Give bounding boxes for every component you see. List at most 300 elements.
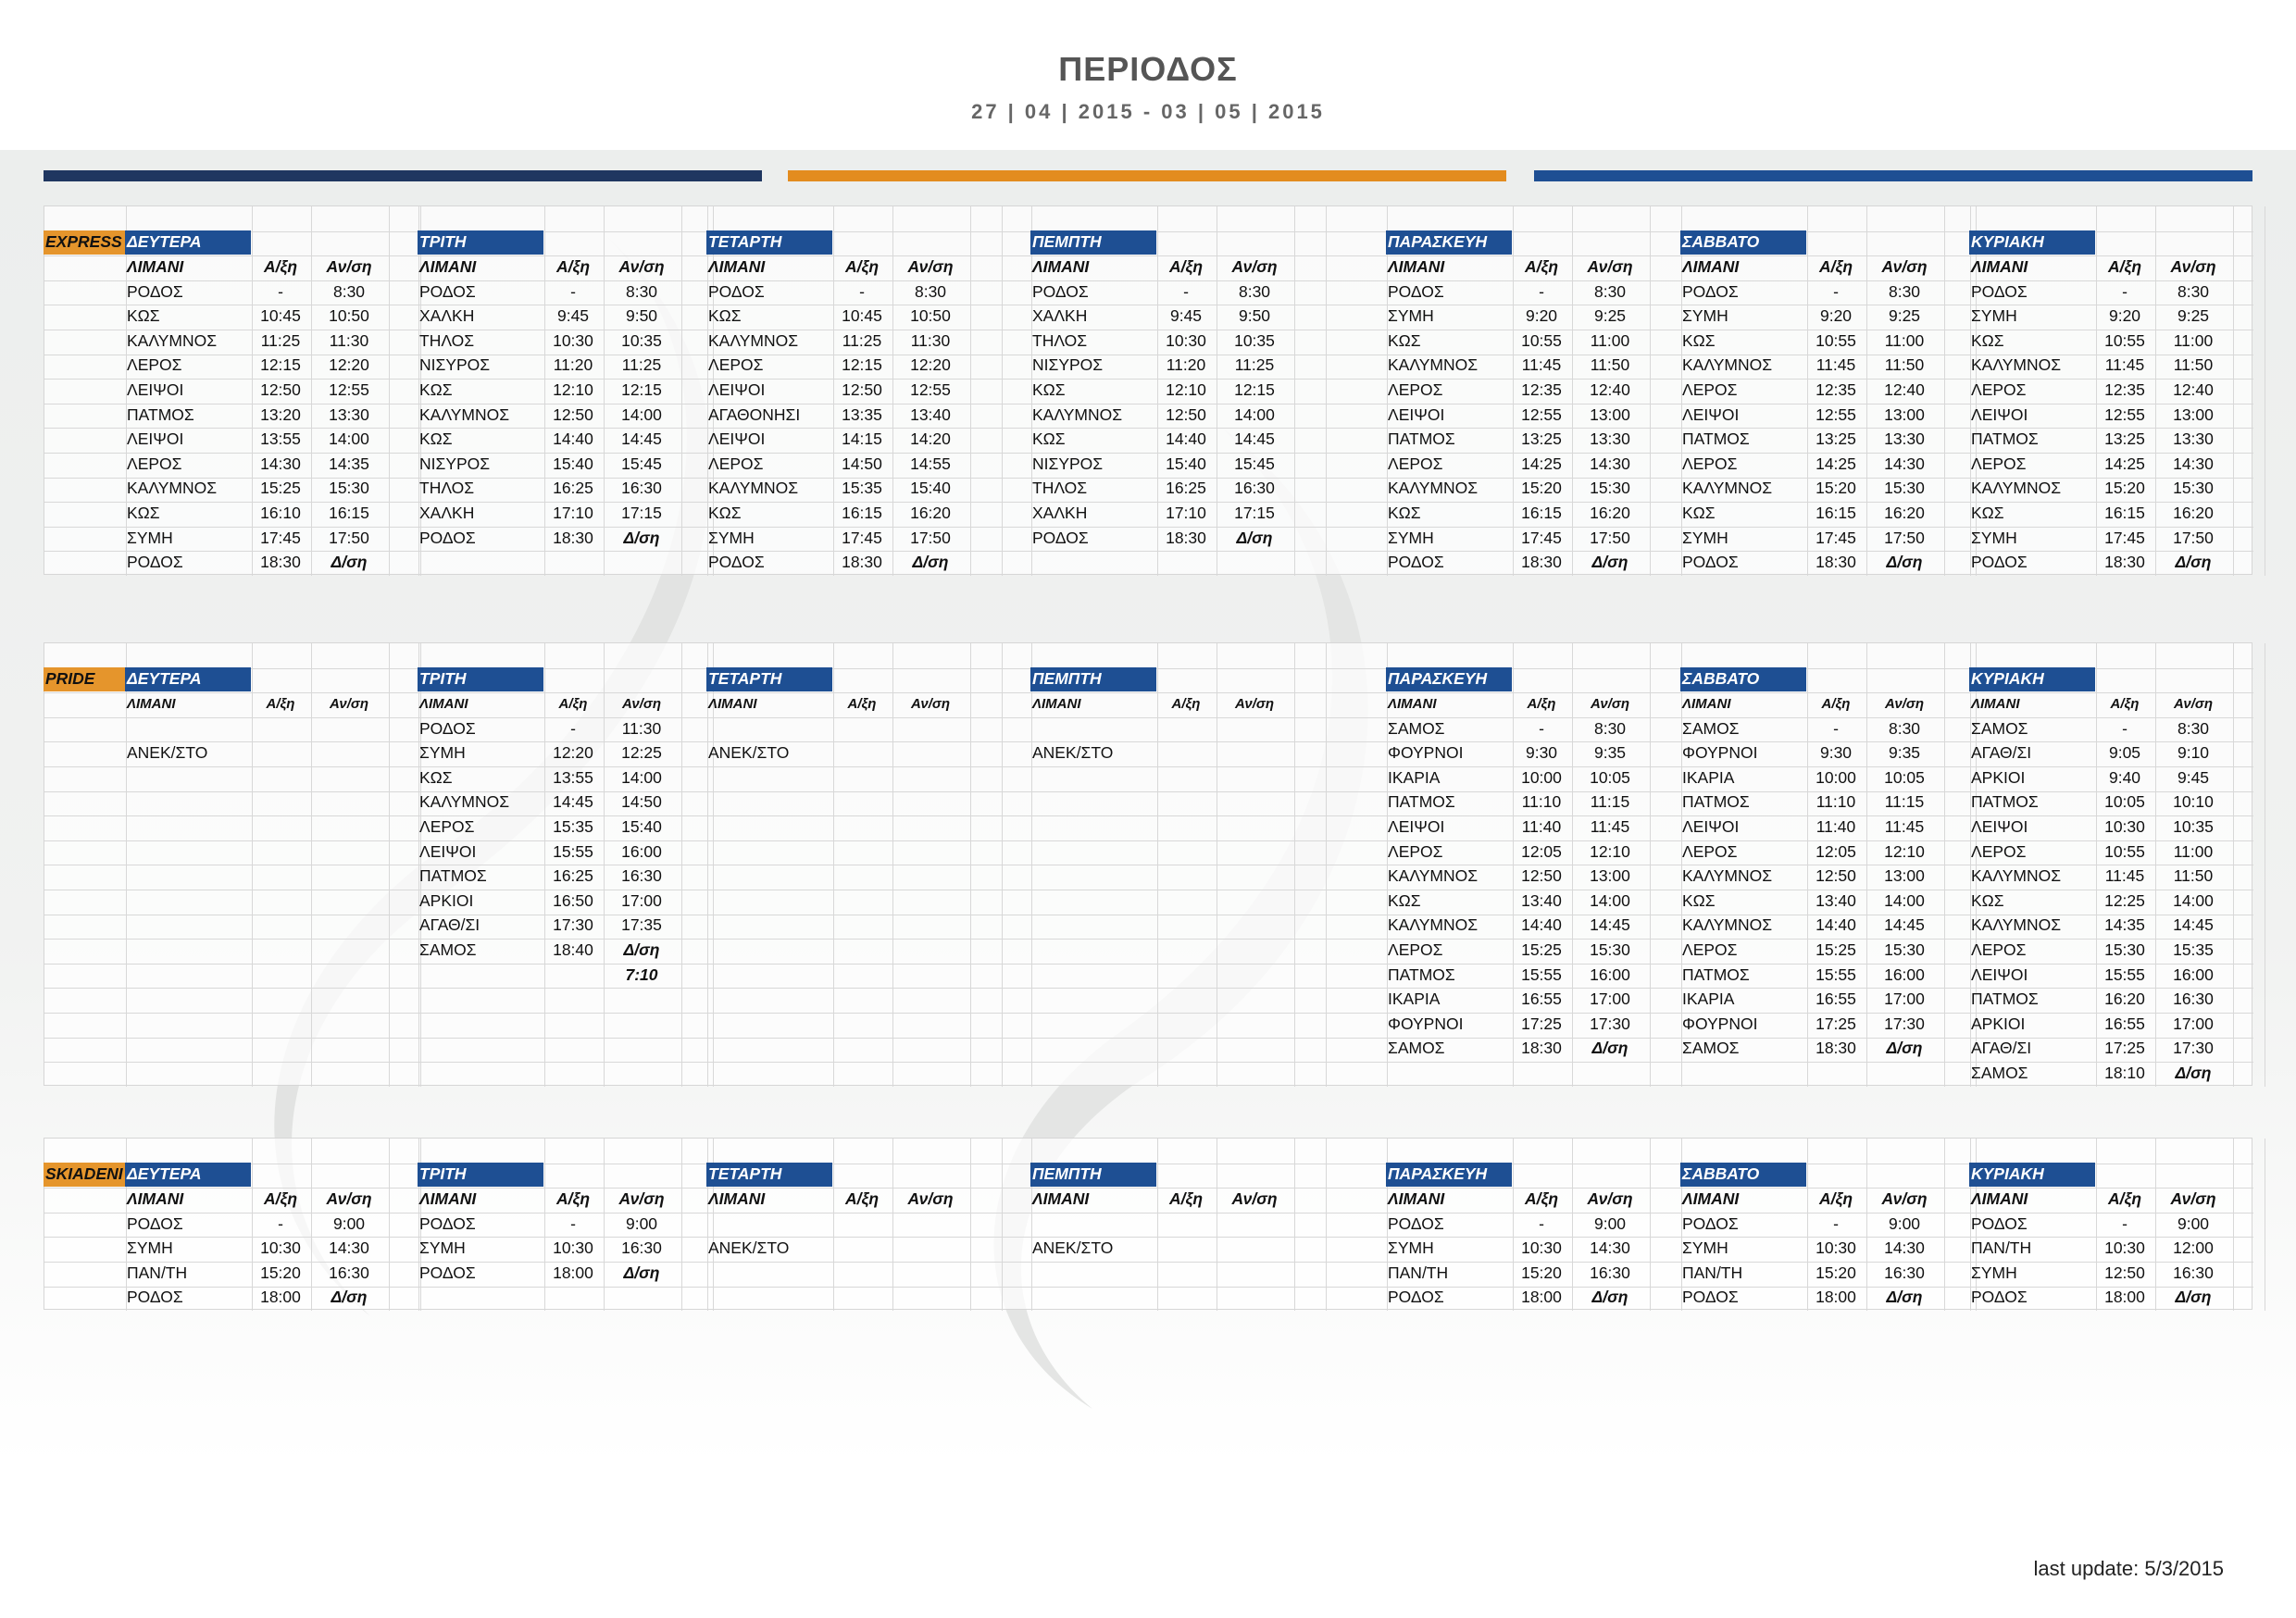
- arrival-cell: 18:30: [1816, 1039, 1856, 1058]
- day-header: ΣΑΒΒΑΤΟ: [1680, 667, 1806, 692]
- port-cell: ΚΩΣ: [1682, 330, 1716, 350]
- grid-col-line: [1294, 643, 1295, 1087]
- day-header: ΣΑΒΒΑΤΟ: [1680, 1163, 1806, 1188]
- departure-cell: 17:00: [1884, 989, 1925, 1009]
- port-cell: ΡΟΔΟΣ: [1971, 1214, 2028, 1233]
- arrival-cell: 16:15: [1816, 503, 1856, 522]
- departure-cell: [1216, 1212, 1293, 1237]
- grid-col-line: [1326, 1139, 1327, 1311]
- port-cell: ΡΟΔΟΣ: [1388, 553, 1444, 572]
- arrival-cell: 13:25: [2104, 429, 2145, 449]
- column-header-arrival: Α/ξη: [1168, 256, 1204, 276]
- grid-row-line: [44, 1062, 2253, 1063]
- arrival-cell: [543, 550, 603, 575]
- port-cell: ΠΑΤΜΟΣ: [1388, 792, 1455, 812]
- departure-cell: [310, 716, 388, 741]
- arrival-cell: 16:55: [2104, 1014, 2145, 1033]
- grid-col-line: [970, 206, 971, 576]
- departure-cell: Δ/ση: [623, 1263, 660, 1282]
- arrival-cell: [543, 963, 603, 988]
- port-cell: ΡΟΔΟΣ: [1388, 281, 1444, 301]
- port-cell: ΝΙΣΥΡΟΣ: [1032, 454, 1104, 473]
- departure-cell: 9:25: [1593, 306, 1627, 326]
- departure-cell: 11:50: [1884, 355, 1925, 375]
- column-header-port: ΛΙΜΑΝΙ: [708, 256, 766, 276]
- arrival-cell: 16:10: [260, 503, 301, 522]
- day-header: ΚΥΡΙΑΚΗ: [1969, 230, 2095, 255]
- departure-cell: Δ/ση: [1886, 1288, 1923, 1307]
- arrival-cell: 17:45: [1816, 528, 1856, 547]
- departure-cell: Δ/ση: [1236, 528, 1273, 547]
- port-cell: [1030, 1212, 1156, 1237]
- departure-cell: 17:50: [910, 528, 951, 547]
- arrival-cell: 11:45: [2104, 866, 2145, 886]
- day-header: ΤΡΙΤΗ: [418, 667, 543, 692]
- port-cell: [1030, 716, 1156, 741]
- day-header: ΠΑΡΑΣΚΕΥΗ: [1386, 667, 1512, 692]
- arrival-cell: -: [570, 281, 576, 301]
- arrival-cell: 17:45: [260, 528, 301, 547]
- column-header-departure: Αν/ση: [1587, 256, 1633, 276]
- departure-cell: [603, 550, 680, 575]
- column-header-port: ΛΙΜΑΝΙ: [127, 695, 176, 712]
- port-cell: ΚΑΛΥΜΝΟΣ: [708, 330, 799, 350]
- departure-cell: 12:40: [2173, 380, 2214, 399]
- departure-cell: 17:35: [621, 915, 662, 935]
- arrival-cell: 18:00: [553, 1263, 593, 1282]
- arrival-cell: 9:20: [1525, 306, 1558, 326]
- port-cell: ΙΚΑΡΙΑ: [1388, 989, 1441, 1009]
- arrival-cell: 16:25: [553, 866, 593, 886]
- port-cell: ΑΓΑΘ/ΣΙ: [419, 915, 480, 935]
- arrival-cell: 18:30: [260, 553, 301, 572]
- departure-cell: 9:10: [2177, 743, 2210, 763]
- column-header-departure: Αν/ση: [326, 256, 372, 276]
- port-cell: ΣΥΜΗ: [1971, 1263, 2017, 1282]
- column-header-port: ΛΙΜΑΝΙ: [1032, 256, 1090, 276]
- column-header-arrival: Α/ξη: [1818, 1189, 1853, 1208]
- arrival-cell: 10:45: [842, 306, 882, 326]
- column-header-port: ΛΙΜΑΝΙ: [1971, 1189, 2028, 1208]
- arrival-cell: 17:45: [1521, 528, 1562, 547]
- arrival-cell: 12:35: [1816, 380, 1856, 399]
- departure-cell: 16:00: [2173, 965, 2214, 984]
- arrival-cell: 10:30: [553, 330, 593, 350]
- departure-cell: Δ/ση: [1886, 553, 1923, 572]
- accent-bar-blue: [1534, 170, 2252, 181]
- port-cell: ΛΕΡΟΣ: [1682, 841, 1738, 861]
- departure-cell: 14:00: [2173, 890, 2214, 910]
- departure-cell: 11:00: [1884, 330, 1925, 350]
- departure-cell: 14:00: [621, 767, 662, 787]
- arrival-cell: 15:20: [1521, 1263, 1562, 1282]
- port-cell: ΣΥΜΗ: [127, 528, 173, 547]
- port-cell: ΛΕΡΟΣ: [1388, 454, 1443, 473]
- port-cell: ΚΑΛΥΜΝΟΣ: [1682, 479, 1773, 498]
- port-cell: ΛΕΡΟΣ: [708, 454, 764, 473]
- port-cell: ΣΑΜΟΣ: [1388, 718, 1445, 738]
- arrival-cell: 9:20: [1819, 306, 1853, 326]
- port-cell: ΡΟΔΟΣ: [1682, 553, 1739, 572]
- port-cell: ΚΑΛΥΜΝΟΣ: [1971, 866, 2062, 886]
- arrival-cell: 11:40: [1816, 816, 1856, 836]
- arrival-cell: 10:55: [2104, 841, 2145, 861]
- port-cell: ΚΩΣ: [1388, 503, 1421, 522]
- port-cell: ΣΥΜΗ: [1682, 1238, 1728, 1258]
- arrival-cell: 17:25: [1521, 1014, 1562, 1033]
- departure-cell: 14:00: [1234, 404, 1275, 424]
- departure-cell: 17:00: [621, 890, 662, 910]
- column-header-port: ΛΙΜΑΝΙ: [127, 1189, 184, 1208]
- column-header-arrival: Α/ξη: [847, 695, 877, 712]
- departure-cell: 11:30: [329, 330, 369, 350]
- departure-cell: 12:00: [2173, 1238, 2214, 1258]
- departure-cell: 8:30: [332, 281, 366, 301]
- port-cell: [1030, 550, 1156, 575]
- departure-cell: 8:30: [1238, 281, 1271, 301]
- port-cell: ΡΟΔΟΣ: [127, 1288, 183, 1307]
- arrival-cell: -: [1833, 718, 1839, 738]
- arrival-cell: 16:15: [2104, 503, 2145, 522]
- departure-cell: Δ/ση: [2175, 1288, 2212, 1307]
- port-cell: ΛΕΙΨΟΙ: [1971, 965, 2028, 984]
- port-cell: ΚΑΛΥΜΝΟΣ: [1032, 404, 1123, 424]
- grid-col-line: [1326, 643, 1327, 1087]
- port-cell: ΠΑΤΜΟΣ: [419, 866, 487, 886]
- arrival-cell: 15:20: [2104, 479, 2145, 498]
- departure-cell: 11:15: [1884, 792, 1925, 812]
- port-cell: ΑΓΑΘ/ΣΙ: [1971, 743, 2032, 763]
- departure-cell: 16:30: [1590, 1263, 1630, 1282]
- port-cell: ΣΥΜΗ: [708, 528, 755, 547]
- port-cell: ΑΡΚΙΟΙ: [1971, 1014, 2026, 1033]
- arrival-cell: 14:45: [553, 792, 593, 812]
- column-header-port: ΛΙΜΑΝΙ: [1971, 695, 2020, 712]
- departure-cell: 14:30: [2173, 454, 2214, 473]
- departure-cell: 17:50: [2173, 528, 2214, 547]
- column-header-departure: Αν/ση: [2173, 695, 2214, 712]
- section-label: PRIDE: [44, 667, 125, 692]
- departure-cell: [892, 716, 969, 741]
- arrival-cell: -: [2122, 1214, 2128, 1233]
- column-header-departure: Αν/ση: [1231, 1189, 1278, 1208]
- departure-cell: 9:00: [625, 1214, 658, 1233]
- port-cell: [125, 716, 251, 741]
- column-header-departure: Αν/ση: [1590, 695, 1630, 712]
- arrival-cell: [1156, 1212, 1216, 1237]
- arrival-cell: -: [1539, 718, 1544, 738]
- port-cell: ΚΑΛΥΜΝΟΣ: [1682, 866, 1773, 886]
- grid-col-line: [1944, 643, 1945, 1087]
- port-cell: ΦΟΥΡΝΟΙ: [1388, 1014, 1464, 1033]
- arrival-cell: 18:30: [1521, 553, 1562, 572]
- column-header-port: ΛΙΜΑΝΙ: [1971, 256, 2028, 276]
- day-header: ΤΕΤΑΡΤΗ: [706, 230, 832, 255]
- port-cell: ΣΥΜΗ: [1971, 306, 2017, 326]
- departure-cell: 7:10: [625, 965, 658, 984]
- port-cell: ΠΑΝ/ΤΗ: [1971, 1238, 2032, 1258]
- port-cell: ΑΡΚΙΟΙ: [419, 890, 474, 910]
- port-cell: ΡΟΔΟΣ: [1032, 528, 1089, 547]
- column-header-arrival: Α/ξη: [844, 256, 880, 276]
- port-cell: ΛΕΡΟΣ: [1388, 841, 1443, 861]
- arrival-cell: 17:45: [842, 528, 882, 547]
- column-header-departure: Αν/ση: [1881, 1189, 1928, 1208]
- port-cell: ΚΑΛΥΜΝΟΣ: [708, 479, 799, 498]
- arrival-cell: 14:25: [2104, 454, 2145, 473]
- departure-cell: 9:00: [1593, 1214, 1627, 1233]
- arrival-cell: 16:25: [1166, 479, 1206, 498]
- port-cell: ΙΚΑΡΙΑ: [1682, 989, 1735, 1009]
- arrival-cell: 11:40: [1521, 816, 1562, 836]
- grid-col-line: [1650, 1139, 1651, 1311]
- arrival-cell: 14:35: [2104, 915, 2145, 935]
- departure-cell: 9:50: [625, 306, 658, 326]
- arrival-cell: 14:30: [260, 454, 301, 473]
- column-header-arrival: Α/ξη: [555, 256, 591, 276]
- departure-cell: 8:30: [1888, 281, 1921, 301]
- departure-cell: 15:40: [910, 479, 951, 498]
- departure-cell: 12:55: [910, 380, 951, 399]
- day-header: ΠΕΜΠΤΗ: [1030, 230, 1156, 255]
- departure-cell: 14:20: [910, 429, 951, 449]
- column-header-port: ΛΙΜΑΝΙ: [419, 695, 468, 712]
- departure-cell: Δ/ση: [331, 1288, 368, 1307]
- departure-cell: 11:25: [1234, 355, 1275, 375]
- departure-cell: 13:00: [1590, 866, 1630, 886]
- port-cell: ΠΑΤΜΟΣ: [1682, 429, 1750, 449]
- column-header-departure: Αν/ση: [1881, 256, 1928, 276]
- arrival-cell: 17:10: [553, 503, 593, 522]
- arrival-cell: 12:55: [1816, 404, 1856, 424]
- departure-cell: Δ/ση: [912, 553, 949, 572]
- arrival-cell: 15:55: [553, 841, 593, 861]
- departure-cell: 10:35: [2173, 816, 2214, 836]
- arrival-cell: 10:30: [1816, 1238, 1856, 1258]
- departure-cell: 15:30: [1884, 940, 1925, 959]
- port-cell: ΑΝΕΚ/ΣΤΟ: [1032, 743, 1114, 763]
- port-cell: ΡΟΔΟΣ: [708, 281, 765, 301]
- departure-cell: 16:30: [2173, 989, 2214, 1009]
- departure-cell: 9:25: [2177, 306, 2210, 326]
- arrival-cell: 11:10: [1816, 792, 1856, 812]
- grid-col-line: [389, 206, 390, 576]
- port-cell: ΠΑΤΜΟΣ: [127, 404, 194, 424]
- departure-cell: 9:00: [1888, 1214, 1921, 1233]
- column-header-port: ΛΙΜΑΝΙ: [1388, 256, 1445, 276]
- departure-cell: 12:55: [329, 380, 369, 399]
- arrival-cell: 11:45: [2104, 355, 2145, 375]
- port-cell: ΚΩΣ: [1971, 330, 2004, 350]
- arrival-cell: 14:25: [1816, 454, 1856, 473]
- arrival-cell: [1156, 1236, 1216, 1261]
- port-cell: ΛΕΡΟΣ: [1388, 940, 1443, 959]
- arrival-cell: 9:45: [1169, 306, 1203, 326]
- port-cell: ΝΙΣΥΡΟΣ: [1032, 355, 1104, 375]
- arrival-cell: 12:50: [842, 380, 882, 399]
- departure-cell: 16:30: [621, 866, 662, 886]
- arrival-cell: 11:25: [260, 330, 301, 350]
- arrival-cell: 16:15: [1521, 503, 1562, 522]
- arrival-cell: 13:25: [1816, 429, 1856, 449]
- arrival-cell: 13:35: [842, 404, 882, 424]
- arrival-cell: 14:25: [1521, 454, 1562, 473]
- departure-cell: 14:45: [2173, 915, 2214, 935]
- grid-col-line: [1650, 643, 1651, 1087]
- port-cell: [706, 1212, 832, 1237]
- port-cell: ΛΕΡΟΣ: [1971, 380, 2027, 399]
- arrival-cell: 10:45: [260, 306, 301, 326]
- departure-cell: 14:50: [621, 792, 662, 812]
- port-cell: ΛΕΡΟΣ: [1388, 380, 1443, 399]
- grid-col-line: [1294, 206, 1295, 576]
- grid-col-line: [389, 643, 390, 1087]
- arrival-cell: 12:55: [2104, 404, 2145, 424]
- departure-cell: Δ/ση: [1591, 1039, 1628, 1058]
- departure-cell: 10:10: [2173, 792, 2214, 812]
- arrival-cell: 15:55: [1816, 965, 1856, 984]
- arrival-cell: 13:20: [260, 404, 301, 424]
- departure-cell: 15:30: [1590, 479, 1630, 498]
- grid-col-line: [681, 1139, 682, 1311]
- arrival-cell: 9:30: [1819, 743, 1853, 763]
- arrival-cell: [1156, 550, 1216, 575]
- departure-cell: 17:50: [329, 528, 369, 547]
- port-cell: ΛΕΙΨΟΙ: [708, 380, 766, 399]
- port-cell: ΚΑΛΥΜΝΟΣ: [1388, 355, 1479, 375]
- arrival-cell: 10:30: [553, 1238, 593, 1258]
- departure-cell: 17:00: [2173, 1014, 2214, 1033]
- departure-cell: 13:00: [2173, 404, 2214, 424]
- port-cell: ΑΓΑΘ/ΣΙ: [1971, 1039, 2032, 1058]
- arrival-cell: 16:15: [842, 503, 882, 522]
- grid-col-line: [1944, 1139, 1945, 1311]
- port-cell: ΡΟΔΟΣ: [1971, 553, 2028, 572]
- express-schedule: [44, 205, 2252, 575]
- port-cell: ΣΥΜΗ: [1388, 1238, 1434, 1258]
- column-header-arrival: Α/ξη: [558, 695, 588, 712]
- arrival-cell: 9:05: [2108, 743, 2141, 763]
- departure-cell: 10:50: [329, 306, 369, 326]
- day-header: ΤΕΤΑΡΤΗ: [706, 667, 832, 692]
- departure-cell: 15:30: [329, 479, 369, 498]
- column-header-arrival: Α/ξη: [1818, 256, 1853, 276]
- day-header: ΤΡΙΤΗ: [418, 1163, 543, 1188]
- departure-cell: [1216, 550, 1293, 575]
- port-cell: ΛΕΡΟΣ: [1971, 940, 2027, 959]
- port-cell: ΛΕΡΟΣ: [1682, 380, 1738, 399]
- port-cell: ΚΩΣ: [1388, 890, 1421, 910]
- arrival-cell: 10:30: [2104, 1238, 2145, 1258]
- arrival-cell: 18:30: [842, 553, 882, 572]
- arrival-cell: 18:40: [553, 940, 593, 959]
- port-cell: ΧΑΛΚΗ: [419, 503, 475, 522]
- departure-cell: 14:45: [621, 429, 662, 449]
- column-header-port: ΛΙΜΑΝΙ: [708, 695, 757, 712]
- departure-cell: 17:00: [1590, 989, 1630, 1009]
- departure-cell: [1216, 716, 1293, 741]
- port-cell: ΙΚΑΡΙΑ: [1682, 767, 1735, 787]
- departure-cell: 8:30: [2177, 281, 2210, 301]
- port-cell: ΡΟΔΟΣ: [127, 281, 183, 301]
- port-cell: ΚΩΣ: [1971, 503, 2004, 522]
- port-cell: ΛΕΙΨΟΙ: [1388, 816, 1445, 836]
- arrival-cell: 14:40: [1816, 915, 1856, 935]
- arrival-cell: 13:40: [1521, 890, 1562, 910]
- arrival-cell: 16:50: [553, 890, 593, 910]
- arrival-cell: -: [2122, 281, 2128, 301]
- departure-cell: 14:00: [621, 404, 662, 424]
- departure-cell: 17:30: [1884, 1014, 1925, 1033]
- arrival-cell: 15:25: [1521, 940, 1562, 959]
- arrival-cell: 15:20: [260, 1263, 301, 1282]
- departure-cell: 14:30: [329, 1238, 369, 1258]
- departure-cell: 10:05: [1884, 767, 1925, 787]
- column-header-port: ΛΙΜΑΝΙ: [419, 1189, 477, 1208]
- departure-cell: 9:35: [1888, 743, 1921, 763]
- arrival-cell: 11:20: [1166, 355, 1206, 375]
- grid-col-line: [2233, 643, 2234, 1087]
- port-cell: ΚΑΛΥΜΝΟΣ: [1971, 915, 2062, 935]
- departure-cell: 11:00: [1590, 330, 1630, 350]
- arrival-cell: -: [1183, 281, 1189, 301]
- port-cell: ΡΟΔΟΣ: [419, 281, 476, 301]
- port-cell: ΤΗΛΟΣ: [1032, 330, 1088, 350]
- port-cell: ΡΟΔΟΣ: [127, 1214, 183, 1233]
- port-cell: ΠΑΤΜΟΣ: [1971, 792, 2039, 812]
- departure-cell: 14:45: [1884, 915, 1925, 935]
- departure-cell: 14:45: [1590, 915, 1630, 935]
- departure-cell: 14:30: [1590, 1238, 1630, 1258]
- column-header-departure: Αν/ση: [2170, 256, 2216, 276]
- arrival-cell: 10:30: [1166, 330, 1206, 350]
- port-cell: ΡΟΔΟΣ: [1682, 281, 1739, 301]
- arrival-cell: 18:30: [553, 528, 593, 547]
- arrival-cell: 10:30: [2104, 816, 2145, 836]
- departure-cell: 13:30: [329, 404, 369, 424]
- port-cell: ΚΩΣ: [419, 767, 453, 787]
- port-cell: ΡΟΔΟΣ: [1388, 1288, 1444, 1307]
- port-cell: ΦΟΥΡΝΟΙ: [1682, 1014, 1758, 1033]
- grid-col-line: [2233, 1139, 2234, 1311]
- arrival-cell: 18:30: [1521, 1039, 1562, 1058]
- departure-cell: 17:15: [1234, 503, 1275, 522]
- grid-col-line: [1002, 643, 1003, 1087]
- departure-cell: 16:20: [1590, 503, 1630, 522]
- departure-cell: 17:50: [1884, 528, 1925, 547]
- port-cell: ΤΗΛΟΣ: [419, 330, 475, 350]
- column-header-arrival: Α/ξη: [1171, 695, 1201, 712]
- port-cell: ΣΑΜΟΣ: [1388, 1039, 1445, 1058]
- port-cell: ΚΩΣ: [127, 306, 160, 326]
- port-cell: ΡΟΔΟΣ: [1388, 1214, 1444, 1233]
- arrival-cell: 10:00: [1521, 767, 1562, 787]
- column-header-arrival: Α/ξη: [1524, 1189, 1559, 1208]
- arrival-cell: [1156, 741, 1216, 765]
- grid-col-line: [1294, 1139, 1295, 1311]
- departure-cell: 10:05: [1590, 767, 1630, 787]
- arrival-cell: -: [2122, 718, 2128, 738]
- port-cell: ΛΕΡΟΣ: [708, 355, 764, 375]
- arrival-cell: -: [570, 1214, 576, 1233]
- departure-cell: 12:40: [1590, 380, 1630, 399]
- arrival-cell: 10:55: [1816, 330, 1856, 350]
- port-cell: ΛΕΡΟΣ: [1682, 940, 1738, 959]
- column-header-arrival: Α/ξη: [2107, 256, 2142, 276]
- departure-cell: 10:35: [621, 330, 662, 350]
- grid-col-line: [681, 643, 682, 1087]
- departure-cell: 8:30: [1593, 718, 1627, 738]
